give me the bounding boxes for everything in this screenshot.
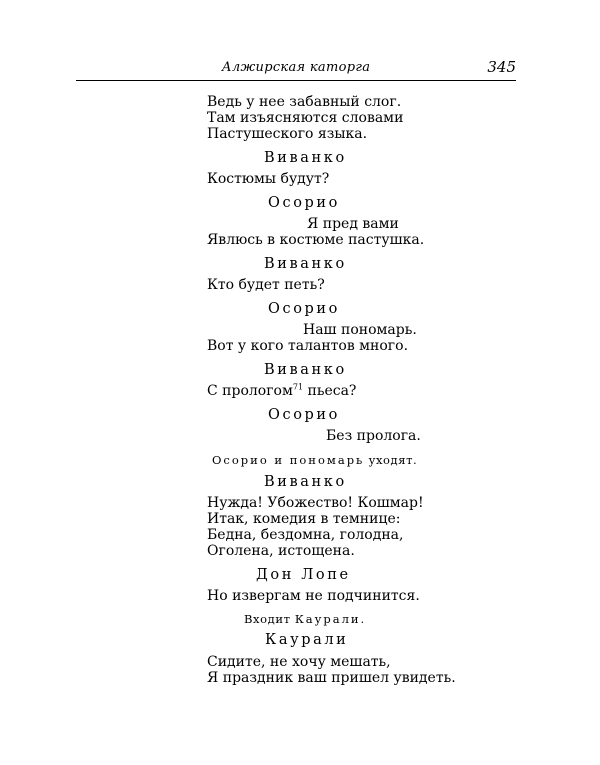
verse-line: Оголена, истощена. (207, 543, 355, 559)
footnote-ref: 71 (292, 382, 304, 392)
speaker-name: Виванко (264, 362, 347, 378)
verse-line: Костюмы будут? (207, 171, 330, 187)
stage-text: Входит (244, 612, 295, 626)
verse-line: Кто будет петь? (207, 277, 325, 293)
verse-line: Ведь у нее забавный слог. (207, 94, 402, 110)
speaker-name: Виванко (264, 256, 347, 272)
stage-names: Осорио и пономарь (212, 453, 365, 467)
speaker-name: Осорио (268, 407, 341, 423)
speaker-name: Дон Лопе (256, 567, 351, 583)
verse-text: С прологом (207, 383, 293, 399)
speaker-name: Осорио (268, 301, 341, 317)
verse-line: Нужда! Убожество! Кошмар! (207, 495, 424, 511)
verse-line: Пастушеского языка. (207, 126, 368, 142)
verse-line: Вот у кого талантов много. (207, 338, 409, 354)
verse-line: Итак, комедия в темнице: (207, 511, 401, 527)
running-head (76, 60, 516, 80)
stage-text: уходят. (364, 453, 418, 467)
verse-line: Явлюсь в костюме пастушка. (207, 232, 425, 248)
speaker-name: Виванко (264, 474, 347, 490)
speaker-name: Осорио (268, 195, 341, 211)
stage-direction (244, 612, 365, 626)
stage-names: Каурали (294, 612, 361, 626)
page-number: 345 (487, 58, 516, 76)
verse-line: Я пред вами (307, 216, 399, 232)
verse-line: Но извергам не подчинится. (207, 588, 420, 604)
verse-line: Наш пономарь. (303, 322, 417, 338)
verse-line: Бедна, бездомна, голодна, (207, 527, 404, 543)
running-title: Алжирская каторга (221, 60, 371, 75)
verse-text: пьеса? (303, 383, 357, 399)
verse-line-with-note (207, 383, 356, 399)
stage-text: . (360, 612, 365, 626)
verse-line: Без пролога. (326, 428, 421, 444)
header-rule (76, 80, 516, 81)
speaker-name: Виванко (264, 150, 347, 166)
verse-line: Сидите, не хочу мешать, (207, 654, 391, 670)
verse-line: Я праздник ваш пришел увидеть. (207, 670, 456, 686)
verse-line: Там изъясняются словами (207, 110, 404, 126)
stage-direction (212, 453, 417, 467)
speaker-name: Каурали (265, 632, 349, 648)
